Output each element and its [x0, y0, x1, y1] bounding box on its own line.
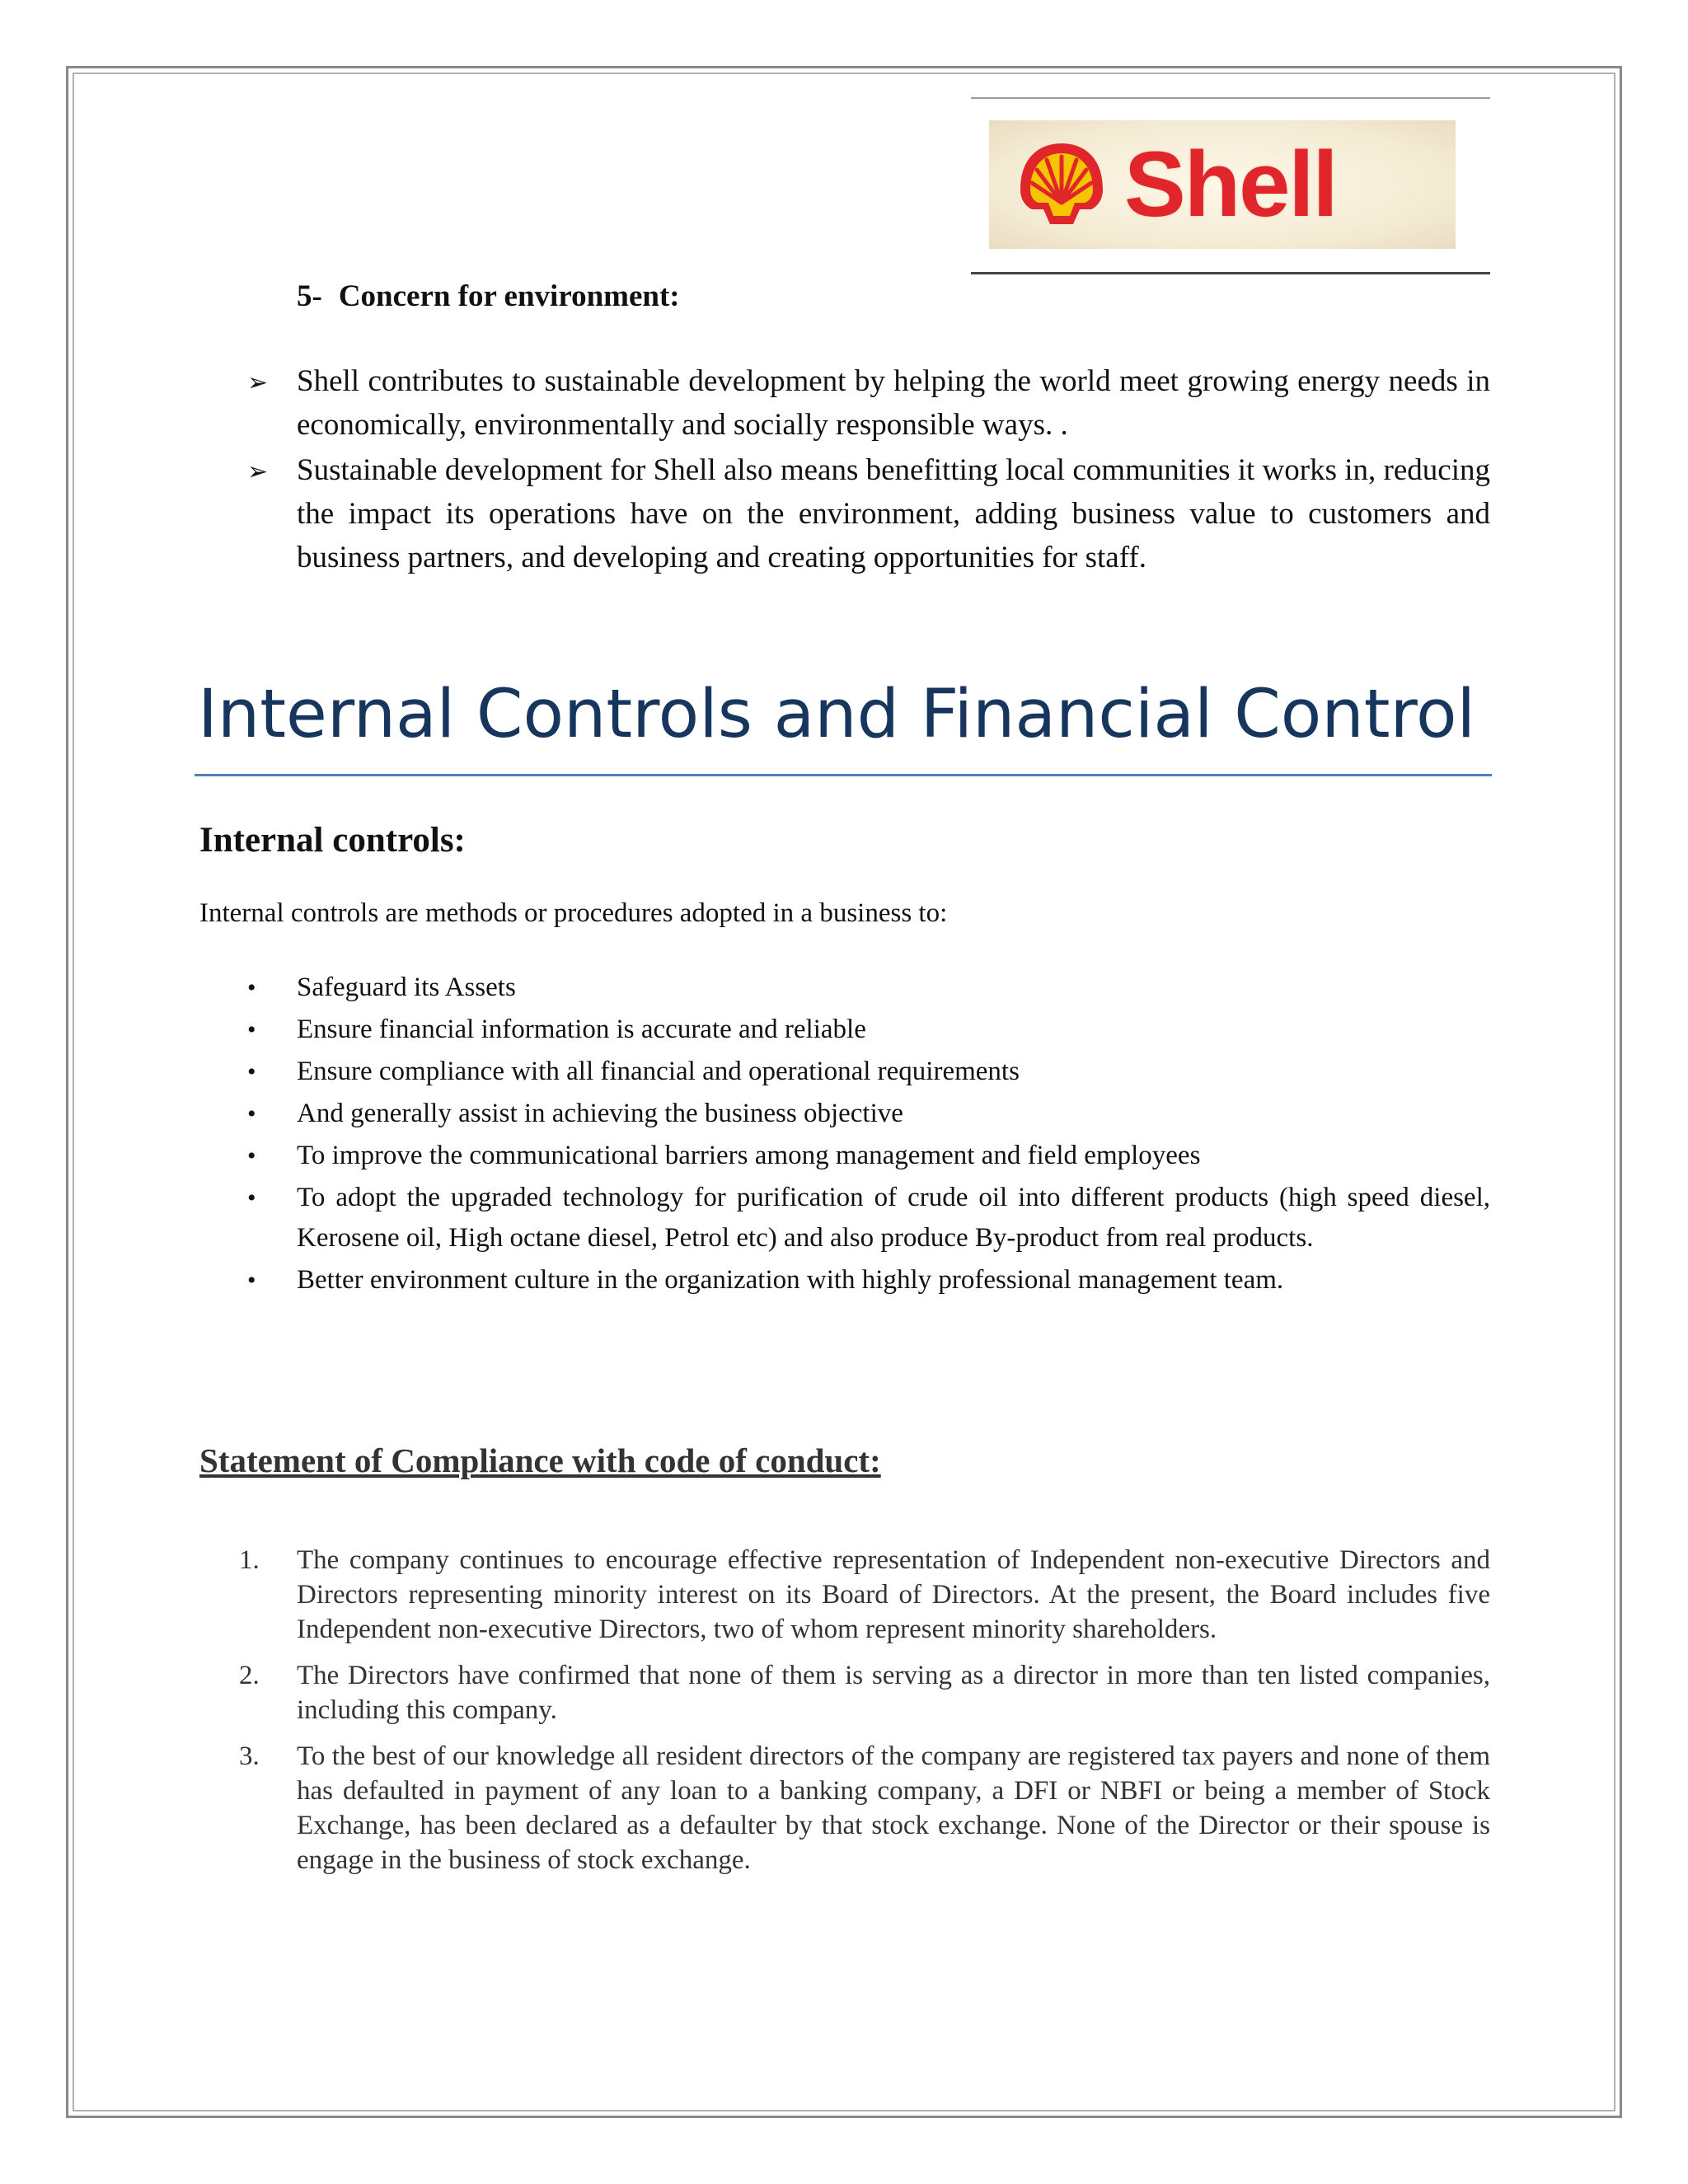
list-item-text: Ensure compliance with all financial and operational requirements [297, 1057, 1020, 1086]
bullet-dot-icon: • [247, 1267, 256, 1294]
list-item-number: 1. [239, 1545, 260, 1575]
title-divider [195, 774, 1492, 776]
internal-controls-heading: Internal controls: [199, 821, 466, 860]
internal-controls-intro: Internal controls are methods or procedures adopted in a business to: [199, 898, 948, 928]
bullet-dot-icon: • [247, 1016, 256, 1043]
list-item [247, 448, 1490, 579]
list-item-text: To adopt the upgraded technology for purification of crude oil into different products (high speed diesel, Kerosene oil, High octane diesel, Petrol etc) and also produce By-product from real products. [297, 1183, 1490, 1253]
list-item [247, 1136, 1490, 1176]
shell-pecten-icon [1012, 138, 1111, 231]
list-item-text: And generally assist in achieving the business objective [297, 1099, 903, 1128]
list-item-text: The Directors have confirmed that none of them is serving as a director in more than ten listed companies, including this company. [297, 1661, 1490, 1725]
list-item [247, 968, 1490, 1008]
shell-logo-wordmark: Shell [1124, 133, 1337, 236]
list-item [247, 1052, 1490, 1092]
bullet-dot-icon: • [247, 1142, 256, 1169]
bullet-dot-icon: • [247, 1184, 256, 1212]
section-5-title: Concern for environment: [338, 279, 680, 313]
list-item [247, 1010, 1490, 1050]
logo-top-rule [971, 97, 1490, 99]
list-item [247, 359, 1490, 447]
list-item-text: Sustainable development for Shell also means benefitting local communities it works in, reducing the impact its operations have on the environment, adding business value to customers and business partners, and developing and creating opportunities for staff. [297, 453, 1490, 574]
list-item-text: Safeguard its Assets [297, 972, 516, 1002]
list-item [239, 1543, 1490, 1647]
list-item [247, 1260, 1490, 1301]
arrow-bullet-icon: ➢ [247, 368, 269, 397]
list-item-text: Better environment culture in the organization with highly professional management team. [297, 1265, 1284, 1295]
logo-bottom-rule [971, 272, 1490, 274]
environment-list [247, 359, 1490, 581]
list-item-text: Shell contributes to sustainable development by helping the world meet growing energy needs in economically, environmentally and socially responsible ways. . [297, 364, 1490, 442]
bullet-dot-icon: • [247, 1100, 256, 1127]
list-item-text: To improve the communicational barriers among management and field employees [297, 1141, 1201, 1170]
arrow-bullet-icon: ➢ [247, 457, 269, 486]
list-item [239, 1739, 1490, 1877]
section-5-number: 5- [297, 279, 322, 313]
compliance-list [239, 1543, 1490, 1889]
list-item-text: Ensure financial information is accurate and reliable [297, 1015, 866, 1044]
list-item-text: The company continues to encourage effective representation of Independent non-executive Directors and Directors representing minority interest on its Board of Directors. At the present, the Board includes five Independent non-executive Directors, two of whom represent minority shareholders. [297, 1545, 1490, 1644]
list-item-number: 3. [239, 1741, 260, 1771]
internal-controls-list [247, 968, 1490, 1302]
shell-logo [989, 120, 1456, 249]
bullet-dot-icon: • [247, 974, 256, 1001]
list-item [239, 1658, 1490, 1727]
list-item-number: 2. [239, 1661, 260, 1690]
compliance-heading: Statement of Compliance with code of conduct: [199, 1441, 881, 1479]
list-item [247, 1178, 1490, 1258]
section-5-heading [297, 279, 680, 314]
list-item-text: To the best of our knowledge all resident directors of the company are registered tax payers and none of them has defaulted in payment of any loan to a banking company, a DFI or NBFI or being a member of Stock Exchange, has been declared as a defaulter by that stock exchange. None of the Director or their spouse is engage in the business of stock exchange. [297, 1741, 1490, 1875]
page-title: Internal Controls and Financial Control [198, 676, 1476, 753]
bullet-dot-icon: • [247, 1058, 256, 1085]
list-item [247, 1094, 1490, 1134]
